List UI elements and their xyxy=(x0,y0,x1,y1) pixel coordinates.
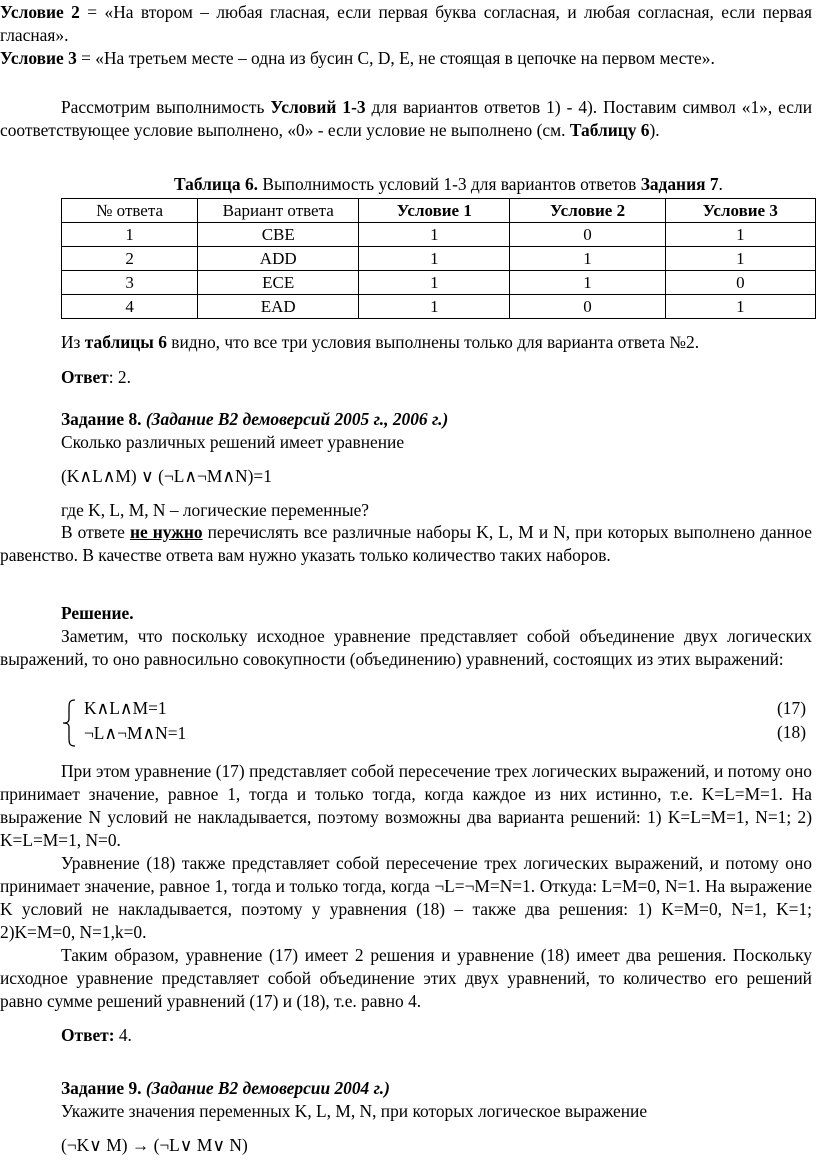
note-underlined: не нужно xyxy=(129,522,203,542)
solution-paragraph-1: Заметим, что поскольку исходное уравнение представляет собой объединение двух логических выражений, то оно равносильно совокупности (объединению) уравнений, состоящих из этих выражений: xyxy=(0,626,812,669)
table-cell: EAD xyxy=(198,295,359,319)
header-condition-2: Условие 2 xyxy=(510,199,665,223)
table-cell: 1 xyxy=(510,247,665,271)
task-8-where: где K, L, M, N – логические переменные? xyxy=(61,500,370,520)
condition-2-label: Условие 2 xyxy=(0,2,80,22)
caption-end: . xyxy=(718,174,723,194)
header-condition-1: Условие 1 xyxy=(359,199,510,223)
note-text-2: перечислять все различные наборы K, L, M и N, при которых выполнено данное равенство. В качестве ответа вам нужно указать только количество таких наборов. xyxy=(0,522,812,565)
task-8-heading xyxy=(61,408,448,431)
table-cell: 1 xyxy=(665,223,815,247)
consider-paragraph xyxy=(0,96,812,142)
answer-7-label: Ответ xyxy=(61,367,109,387)
table-row xyxy=(62,223,816,247)
header-answer-number: № ответа xyxy=(62,199,198,223)
equation-number-17: (17) xyxy=(777,698,806,718)
task-9-equation: (¬K∨ M) → (¬L∨ M∨ N) xyxy=(61,1135,248,1155)
header-condition-3: Условие 3 xyxy=(665,199,815,223)
consider-end: ). xyxy=(649,120,660,140)
table-cell: ECE xyxy=(198,271,359,295)
note-text-1: В ответе xyxy=(61,522,130,542)
table-cell: ADD xyxy=(198,247,359,271)
table-cell: 1 xyxy=(665,247,815,271)
task-8-note xyxy=(0,521,812,567)
conclusion-text-2: видно, что все три условия выполнены только для варианта ответа №2. xyxy=(166,332,700,352)
table-cell: 4 xyxy=(62,295,198,319)
task-8-equation: (K∧L∧M) ∨ (¬L∧¬M∧N)=1 xyxy=(61,466,272,486)
task-9-subtitle: (Задание B2 демоверсии 2004 г.) xyxy=(141,1078,390,1098)
answer-8 xyxy=(61,1024,132,1047)
answer-8-label: Ответ: xyxy=(61,1025,115,1045)
equation-number-18: (18) xyxy=(777,722,806,742)
condition-3-text: = «На третьем месте – одна из бусин C, D, E, не стоящая в цепочке на первом месте». xyxy=(76,48,715,68)
consider-text-1: Рассмотрим выполнимость xyxy=(61,97,271,117)
consider-table-ref: Таблицу 6 xyxy=(569,120,650,140)
caption-bold: Таблица 6. xyxy=(174,174,259,194)
table-cell: 1 xyxy=(510,271,665,295)
table-cell: 0 xyxy=(510,295,665,319)
table-conclusion xyxy=(61,331,699,354)
table-cell: 2 xyxy=(62,247,198,271)
condition-3-label: Условие 3 xyxy=(0,48,77,68)
solution-label: Решение. xyxy=(61,603,134,623)
system-equation-17: K∧L∧M=1 xyxy=(84,698,167,718)
table-6 xyxy=(61,198,816,319)
equation-system xyxy=(62,697,812,747)
table-cell: 3 xyxy=(62,271,198,295)
table-cell: 1 xyxy=(359,295,510,319)
task-9-question: Укажите значения переменных K, L, M, N, при которых логическое выражение xyxy=(61,1101,648,1121)
task-8-question: Сколько различных решений имеет уравнение xyxy=(61,432,405,452)
table-row xyxy=(62,295,816,319)
table-row xyxy=(62,271,816,295)
task-8-title: Задание 8. xyxy=(61,409,142,429)
task-9-heading xyxy=(61,1077,390,1100)
solution-paragraph-3: Уравнение (18) также представляет собой пересечение трех логических выражений, и потому оно принимает значение, равное 1, тогда и только тогда, когда ¬L=¬M=N=1. Откуда: L=M=0, N=1. На выражение K условий не накладывается, поэтому у уравнения (18) – также два решения: 1) K=M=0, N=1, K=1; 2)K=M=0, N=1,k=0. xyxy=(0,853,812,942)
consider-bold: Условий 1-3 xyxy=(270,97,366,117)
condition-2-text: = «На втором – любая гласная, если первая буква согласная, и любая согласная, если первая гласная». xyxy=(0,2,812,45)
consider-text-2: для вариантов ответов 1) - 4). Поставим символ «1», если соответствующее условие выполнено, «0» - если условие не выполнено (см. xyxy=(0,97,812,140)
conclusion-bold: таблицы 6 xyxy=(84,332,167,352)
table-row xyxy=(62,247,816,271)
table-cell: 0 xyxy=(510,223,665,247)
left-bracket-icon xyxy=(62,699,76,747)
task-8-subtitle: (Задание B2 демоверсий 2005 г., 2006 г.) xyxy=(141,409,449,429)
answer-7-value: : 2. xyxy=(108,367,131,387)
table-cell: 1 xyxy=(62,223,198,247)
caption-task: Задания 7 xyxy=(640,174,719,194)
answer-8-value: 4. xyxy=(114,1025,132,1045)
table-cell: 1 xyxy=(359,271,510,295)
table-6-caption xyxy=(174,173,723,196)
condition-2-paragraph xyxy=(0,1,812,47)
caption-text: Выполнимость условий 1-3 для вариантов ответов xyxy=(258,174,641,194)
table-cell: 1 xyxy=(665,295,815,319)
system-equation-18: ¬L∧¬M∧N=1 xyxy=(84,723,187,743)
condition-3-paragraph xyxy=(0,47,812,70)
table-cell: CBE xyxy=(198,223,359,247)
table-cell: 1 xyxy=(359,247,510,271)
answer-7 xyxy=(61,366,131,389)
table-cell: 0 xyxy=(665,271,815,295)
header-answer-variant: Вариант ответа xyxy=(198,199,359,223)
conclusion-text-1: Из xyxy=(61,332,85,352)
table-cell: 1 xyxy=(359,223,510,247)
solution-paragraph-2: При этом уравнение (17) представляет собой пересечение трех логических выражений, и потому оно принимает значение, равное 1, тогда и только тогда, когда каждое из них истинно, т.е. K=L=M=1. На выражение N условий не накладывается, поэтому возможны два варианта решений: 1) K=L=M=1, N=1; 2) K=L=M=1, N=0. xyxy=(0,761,812,850)
solution-heading xyxy=(61,602,134,625)
table-header-row xyxy=(62,199,816,223)
solution-paragraph-4: Таким образом, уравнение (17) имеет 2 решения и уравнение (18) имеет два решения. Поскольку исходное уравнение представляет собой объединение этих двух уравнений, то количество его решений равно сумме решений уравнений (17) и (18), т.е. равно 4. xyxy=(0,945,812,1011)
task-9-title: Задание 9. xyxy=(61,1078,142,1098)
